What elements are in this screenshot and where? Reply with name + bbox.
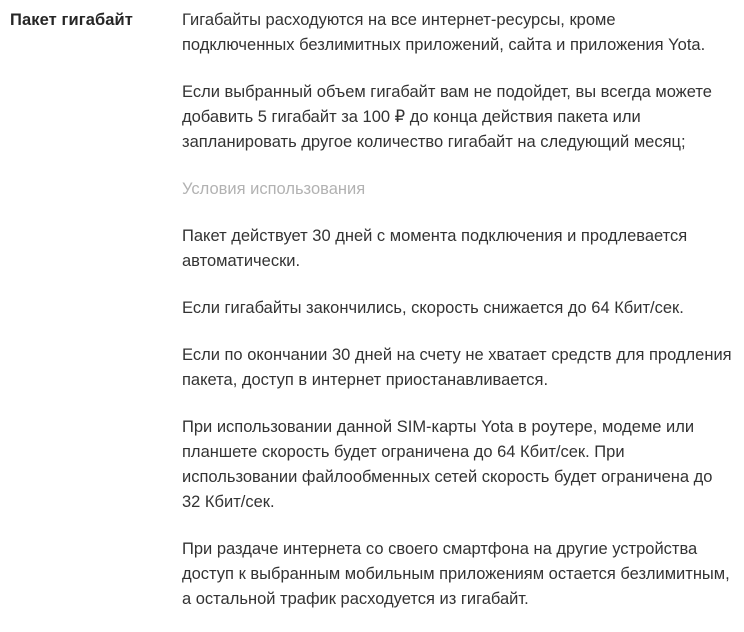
description-paragraph: Гигабайты расходуются на все интернет-ресурсы, кроме подключенных безлимитных приложений, сайта и приложения Yota. bbox=[182, 11, 706, 54]
description-paragraph: Если по окончании 30 дней на счету не хватает средств для продления пакета, доступ в интернет приостанавливается. bbox=[182, 346, 732, 389]
description-paragraph: При использовании данной SIM-карты Yota в роутере, модеме или планшете скорость будет ограничена до 64 Кбит/сек. При использовании файлообменных сетей скорость будет ограничена до 32 Кбит/сек. bbox=[182, 418, 713, 511]
gigabyte-package-section bbox=[10, 6, 732, 612]
description-paragraph: Пакет действует 30 дней с момента подключения и продлевается автоматически. bbox=[182, 227, 688, 270]
terms-of-use-subheader: Условия использования bbox=[182, 180, 366, 198]
package-description bbox=[182, 6, 732, 612]
description-paragraph: Если гигабайты закончились, скорость снижается до 64 Кбит/сек. bbox=[182, 299, 684, 317]
description-paragraph: Если выбранный объем гигабайт вам не подойдет, вы всегда можете добавить 5 гигабайт за 100 ₽ до конца действия пакета или запланировать другое количество гигабайт на следующий месяц; bbox=[182, 83, 712, 151]
package-title: Пакет гигабайт bbox=[10, 11, 133, 29]
description-paragraph: При раздаче интернета со своего смартфона на другие устройства доступ к выбранным мобильным приложениям остается безлимитным, а остальной трафик расходуется из гигабайт. bbox=[182, 540, 730, 608]
